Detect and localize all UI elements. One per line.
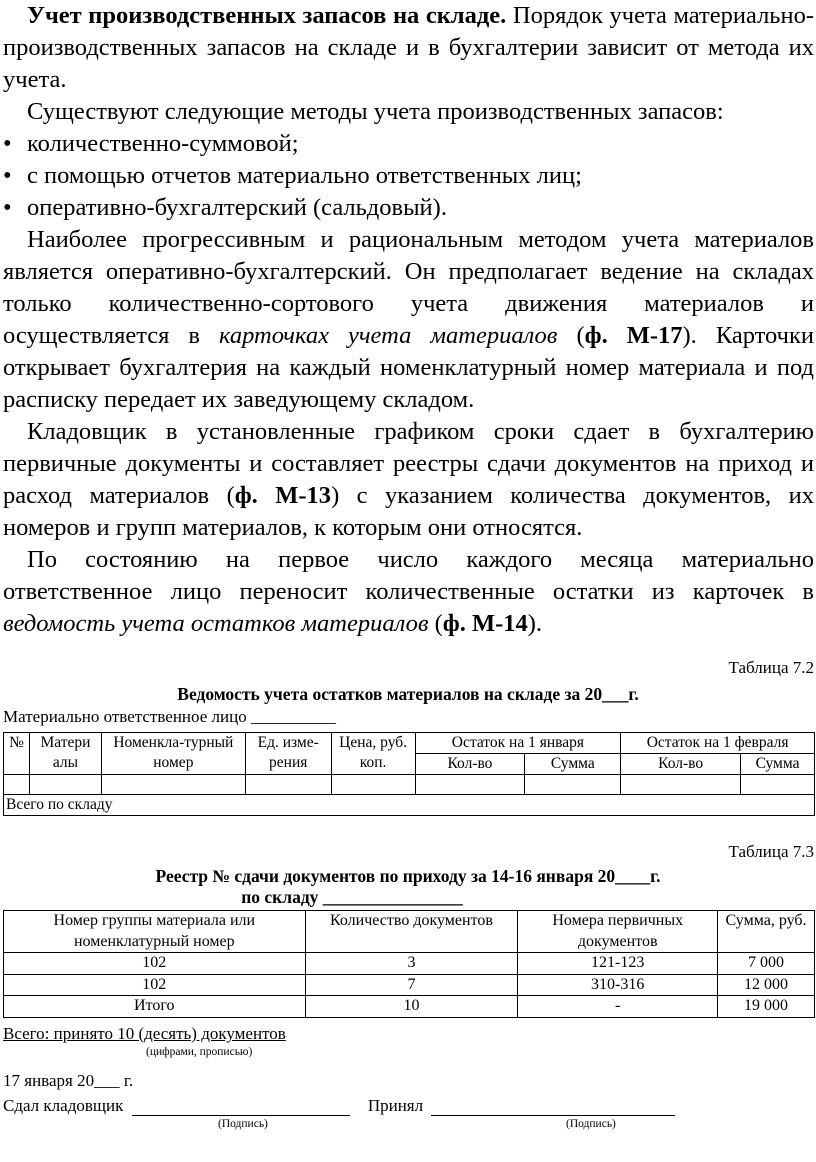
list-item: • с помощью отчетов материально ответственных лиц; [3,160,814,192]
paragraph-storekeeper: Кладовщик в установленные графиком сроки сдает в бухгалтерию первичные документы и составляет реестры сдачи документов на приход и расход материалов (ф. М-13) с указанием количества документов, их номеров и групп материалов, к которым они относятся. [3,418,814,541]
table-total-row: Итого 10 - 19 000 [4,996,815,1018]
section-heading: Учет производственных запасов на складе. [27,2,507,29]
intro-paragraph: Учет производственных запасов на складе. Порядок учета материально-производственных запасов на складе и в бухгалтерии зависит от метода их учета. [3,2,814,93]
table-row [4,775,815,795]
handed-label: Сдал кладовщик [3,1096,124,1115]
col-header-balance-feb: Остаток на 1 февраля [621,733,815,754]
col-header-sum: Сумма, руб. [718,911,815,953]
list-item: • количественно-суммовой; [3,128,814,160]
col-header-price: Цена, руб. коп. [331,733,415,775]
col-header-qty: Кол-во [415,754,525,775]
col-header-num: № [4,733,30,775]
table-7-3-title: Реестр № сдачи документов по приходу за 14-16 января 20____г. [155,866,661,886]
accepted-total: Всего: принято 10 (десять) документов [3,1024,286,1043]
col-header-sum: Сумма [525,754,621,775]
signature-row [3,1096,815,1116]
bullet-icon: • [3,194,12,221]
received-signature-line [431,1097,675,1116]
register-date: 17 января 20___ г. [3,1071,134,1090]
col-header-doc-numbers: Номера первичных документов [518,911,718,953]
bullet-icon: • [3,162,12,189]
table-row: 102 7 310-316 12 000 [4,974,815,996]
col-header-balance-jan: Остаток на 1 января [415,733,621,754]
table-7-3-subtitle: по складу ________________ [241,887,463,907]
table-7-3-caption: Таблица 7.3 [728,842,814,861]
list-item: • оперативно-бухгалтерский (сальдовый). [3,192,814,224]
col-header-group: Номер группы материала или номенклатурный номер [4,911,306,953]
signature-hint: (Подпись) [566,1118,616,1130]
received-label: Принял [367,1096,424,1115]
signature-hint: (Подпись) [218,1118,268,1130]
col-header-sum: Сумма [741,754,815,775]
col-header-count: Количество документов [305,911,518,953]
responsible-person-line: Материально ответственное лицо __________ [3,707,336,726]
col-header-unit: Ед. изме-рения [245,733,331,775]
table-header-row [4,911,815,953]
col-header-qty: Кол-во [621,754,741,775]
materials-balance-table [3,732,815,816]
table-7-2-title: Ведомость учета остатков материалов на складе за 20___г. [177,684,639,704]
paragraph-method-description: Наиболее прогрессивным и рациональным методом учета материалов является оперативно-бухгалтерский. Он предполагает ведение на складах только количественно-сортового учета движения материалов и осуществляется в карточках учета материалов (ф. М-17). Карточки открывает бухгалтерия на каждый номенклатурный номер материала и под расписку передает их заведующему складом. [3,226,814,413]
handed-signature-line [132,1097,350,1116]
table-total-row [4,795,815,816]
documents-register-table [3,910,815,1018]
paragraph-balances: По состоянию на первое число каждого месяца материально ответственное лицо переносит количественные остатки из карточек в ведомость учета остатков материалов (ф. М-14). [3,546,814,637]
table-header-row [4,733,815,754]
methods-lead: Существуют следующие методы учета производственных запасов: [27,98,724,125]
col-header-materials: Матери алы [29,733,101,775]
methods-list [3,128,814,224]
table-row: 102 3 121-123 7 000 [4,953,815,975]
accepted-hint: (цифрами, прописью) [146,1046,253,1058]
bullet-icon: • [3,130,12,157]
body-text [3,0,814,640]
col-header-nomenclature: Номенкла-турный номер [101,733,245,775]
table-7-2-caption: Таблица 7.2 [728,658,814,677]
total-label: Всего по складу [4,795,815,816]
